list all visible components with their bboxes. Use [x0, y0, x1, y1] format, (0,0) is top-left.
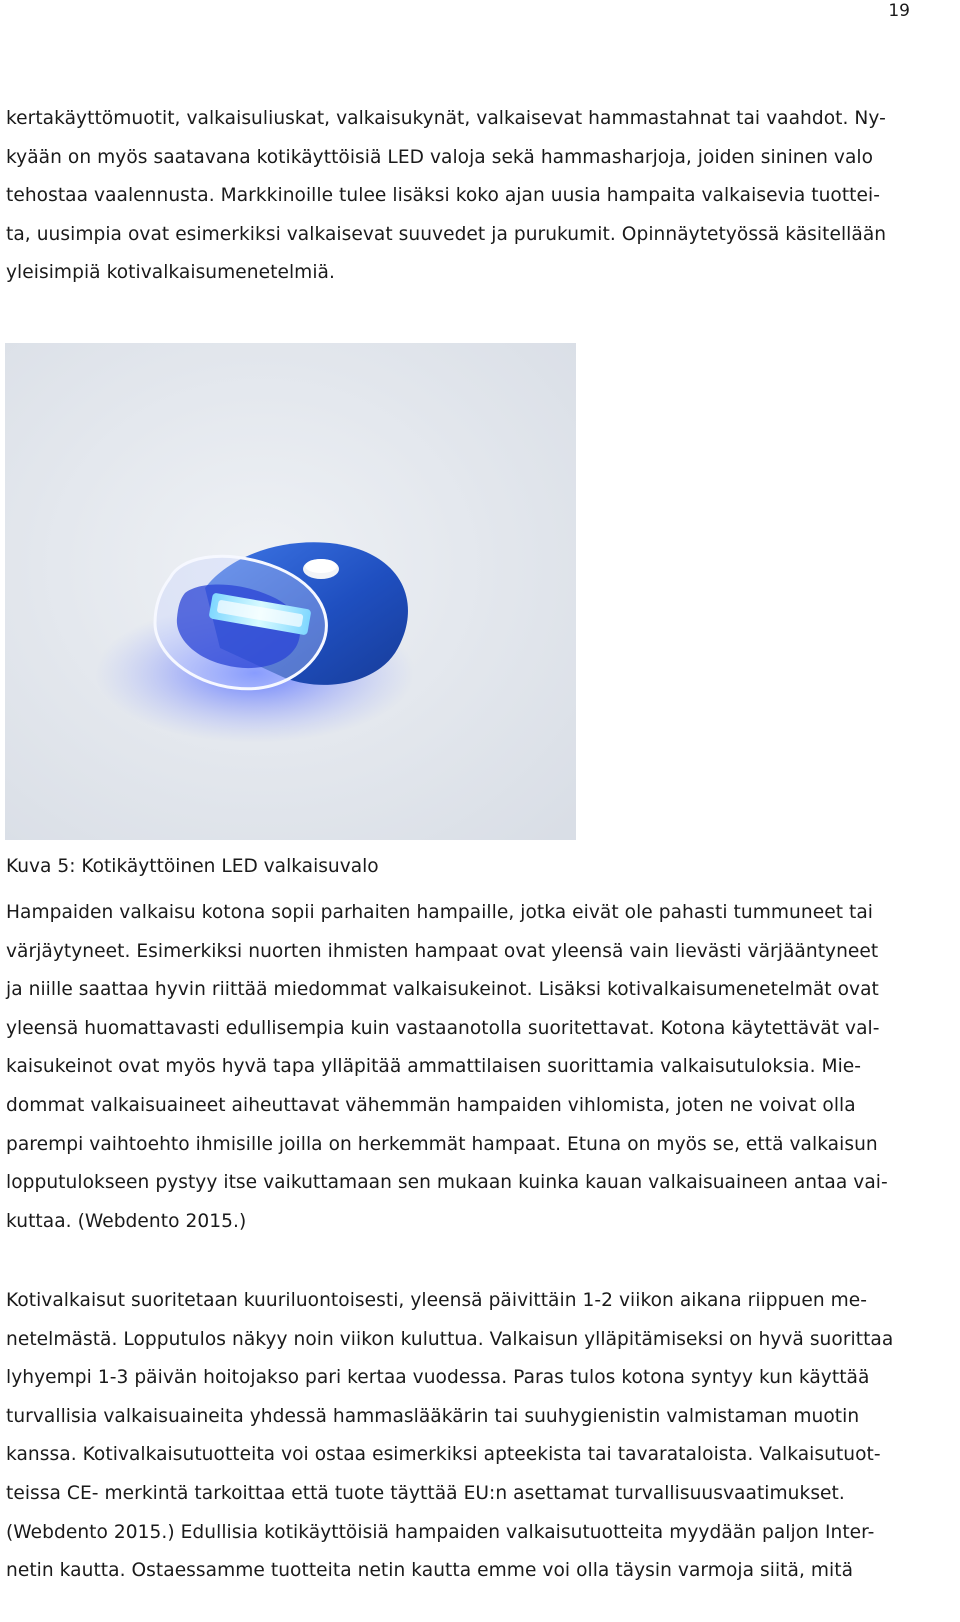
paragraph-line: yleisimpiä kotivalkaisumenetelmiä.	[6, 262, 335, 284]
paragraph-line: (Webdento 2015.) Edullisia kotikäyttöisiä hampaiden valkaisutuotteita myydään paljon Inter-	[6, 1521, 875, 1543]
paragraph-line: parempi vaihtoehto ihmisille joilla on herkemmät hampaat. Etuna on myös se, että valkaisun	[6, 1133, 878, 1155]
paragraph-2	[6, 894, 936, 1241]
paragraph-line: teissa CE- merkintä tarkoittaa että tuote täyttää EU:n asettamat turvallisuusvaatimukset.	[6, 1482, 845, 1504]
paragraph-line: kertakäyttömuotit, valkaisuliuskat, valkaisukynät, valkaisevat hammastahnat tai vaahdot. Ny-	[6, 108, 886, 129]
paragraph-line: Hampaiden valkaisu kotona sopii parhaiten hampaille, jotka eivät ole pahasti tummuneet tai	[6, 902, 874, 923]
paragraph-line: kaisukeinot ovat myös hyvä tapa ylläpitää ammattilaisen suorittamia valkaisutuloksia. Mie-	[6, 1056, 862, 1078]
paragraph-line: dommat valkaisuaineet aiheuttavat vähemmän hampaiden vihlomista, joten ne voivat olla	[6, 1094, 856, 1116]
led-whitening-light-photo	[5, 343, 576, 840]
paragraph-line: kyään on myös saatavana kotikäyttöisiä LED valoja sekä hammasharjoja, joiden sininen valo	[6, 146, 874, 168]
paragraph-line: ta, uusimpia ovat esimerkiksi valkaisevat suuvedet ja purukumit. Opinnäytetyössä käsitellään	[6, 223, 887, 245]
paragraph-line: yleensä huomattavasti edullisempia kuin vastaanotolla suoritettavat. Kotona käytettävät val-	[6, 1017, 880, 1039]
figure-caption: Kuva 5: Kotikäyttöinen LED valkaisuvalo	[6, 856, 379, 877]
paragraph-3	[6, 1282, 936, 1591]
paragraph-line: lyhyempi 1-3 päivän hoitojakso pari kertaa vuodessa. Paras tulos kotona syntyy kun käyttää	[6, 1367, 870, 1389]
paragraph-line: netin kautta. Ostaessamme tuotteita netin kautta emme voi olla täysin varmoja siitä, mitä	[6, 1560, 854, 1582]
paragraph-line: ja niille saattaa hyvin riittää miedommat valkaisukeinot. Lisäksi kotivalkaisumenetelmät ovat	[6, 979, 879, 1001]
paragraph-line: Kotivalkaisut suoritetaan kuuriluontoisesti, yleensä päivittäin 1-2 viikon aikana riippuen me-	[6, 1290, 868, 1311]
paragraph-line: värjäytyneet. Esimerkiksi nuorten ihmisten hampaat ovat yleensä vain lievästi värjääntyneet	[6, 940, 879, 962]
paragraph-line: lopputulokseen pystyy itse vaikuttamaan sen mukaan kuinka kauan valkaisuaineen antaa vai-	[6, 1172, 888, 1194]
paragraph-line: tehostaa vaalennusta. Markkinoille tulee lisäksi koko ajan uusia hampaita valkaisevia tuottei-	[6, 185, 880, 207]
paragraph-line: netelmästä. Lopputulos näkyy noin viikon kuluttua. Valkaisun ylläpitämiseksi on hyvä suorittaa	[6, 1328, 894, 1350]
paragraph-line: turvallisia valkaisuaineita yhdessä hammaslääkärin tai suuhygienistin valmistaman muotin	[6, 1405, 860, 1427]
paragraph-1	[6, 100, 936, 293]
paragraph-line: kuttaa. (Webdento 2015.)	[6, 1210, 247, 1232]
paragraph-line: kanssa. Kotivalkaisutuotteita voi ostaa esimerkiksi apteekista tai tavarataloista. Valkaisutuot-	[6, 1444, 881, 1466]
page-number: 19	[888, 1, 910, 21]
